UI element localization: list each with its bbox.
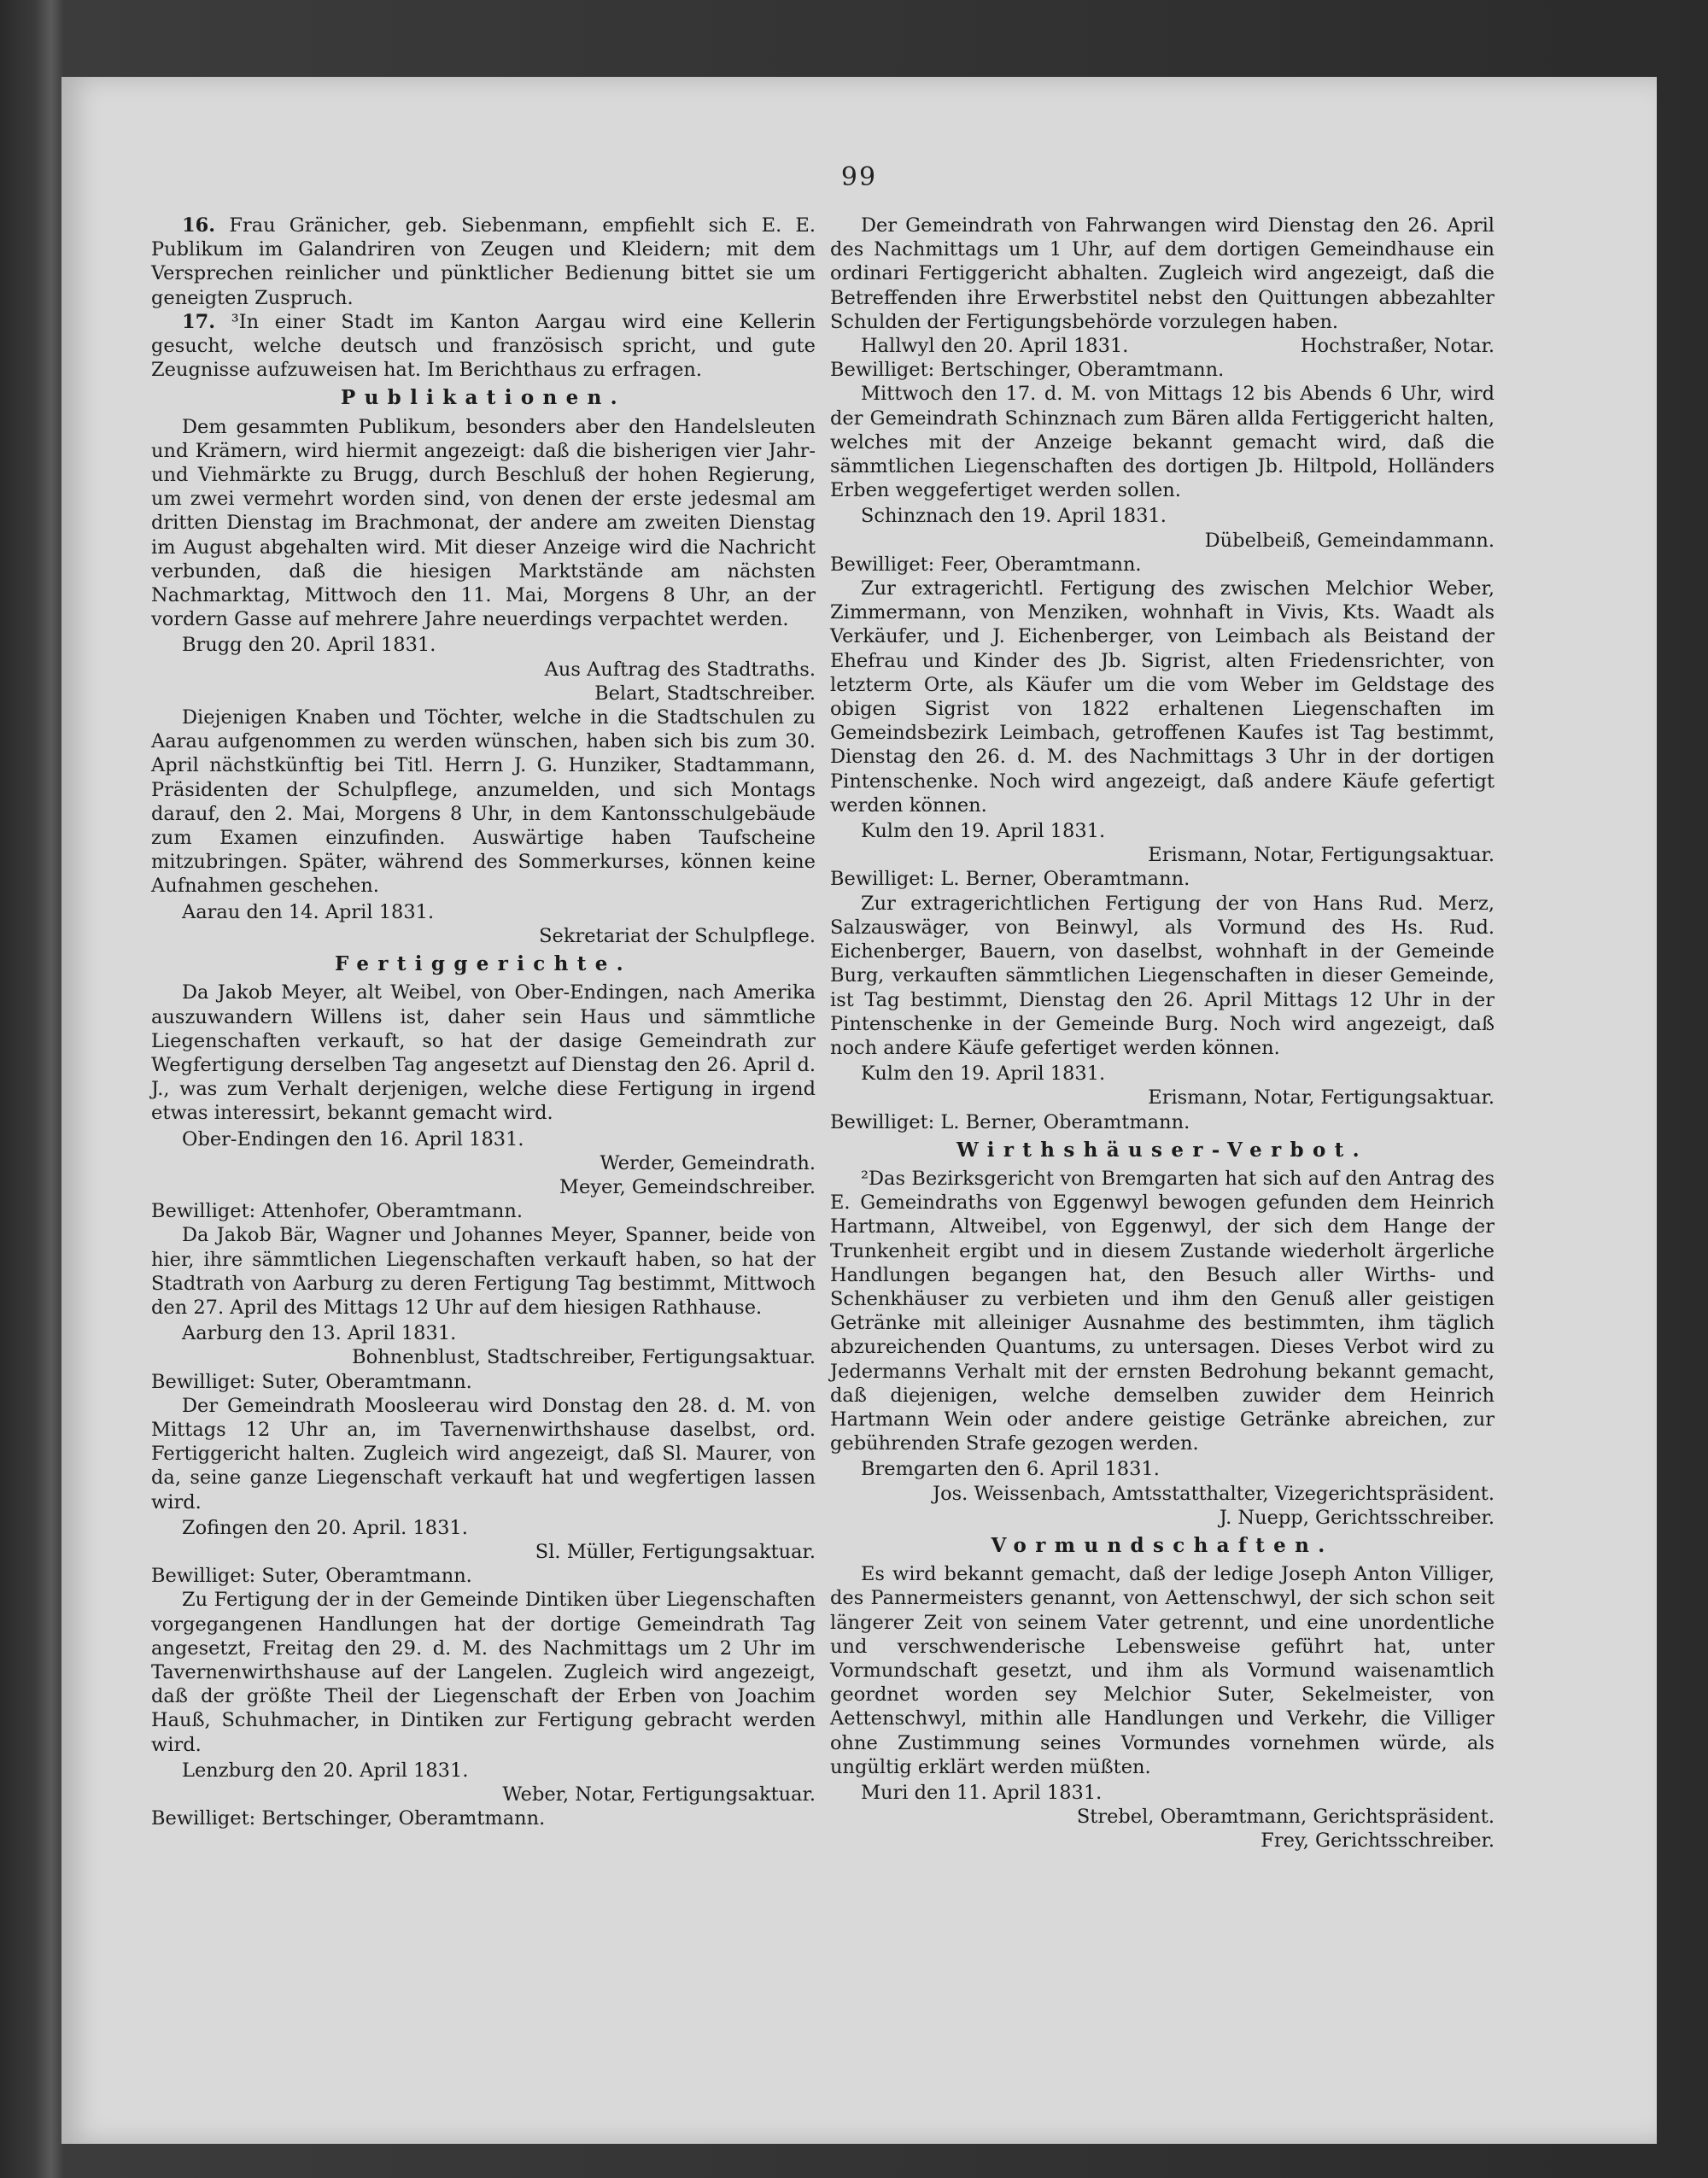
notice-text: Zur extragerichtlichen Fertigung der von Hans Rud. Merz, Salzauswäger, von Beinwyl, als Vormund des Hs. Rud. Eichenberger, Bauern, von daselbst, wohnhaft in der Gemeinde Burg, verkauften sämmtlichen Liegenschaften in dieser Gemeinde, ist Tag bestimmt, Dienstag den 26. April Mittags 12 Uhr in der Pintenschenke in der Gemeinde Burg. Noch wird angezeigt, daß noch andere Käufe gefertiget werden können.: [830, 892, 1494, 1059]
dateline: Hallwyl den 20. April 1831.: [861, 335, 1129, 358]
approval-line: Bewilliget: L. Berner, Oberamtmann.: [830, 868, 1190, 891]
notice-text: ²Das Bezirksgericht von Bremgarten hat sich auf den Antrag des E. Gemeindraths von Eggenwyl bewogen gefunden dem Heinrich Hartmann, Altweibel, von Eggenwyl, der sich dem Hange der Trunkenheit ergibt und in diesem Zustande wiederholt ärgerliche Handlungen begangen hat, den Besuch aller Wirths- und Schenkhäuser zu verbieten und ihm den Genuß aller geistigen Getränke mit alleiniger Ausnahme des bestimmten, ihm täglich abzureichenden Quantums, zu untersagen. Dieses Verbot wird zu Jedermanns Verhalt mit der ernsten Bedrohung bekannt gemacht, daß diejenigen, welche demselben zuwider dem Heinrich Hartmann Wein oder andere geistige Getränke abreichen, zur gebührenden Strafe gezogen werden.: [830, 1167, 1494, 1455]
notice-text: Diejenigen Knaben und Töchter, welche in die Stadtschulen zu Aarau aufgenommen zu werden wünschen, haben sich bis zum 30. April nächstkünftig bei Titl. Herrn J. G. Hunziker, Stadtammann, Präsidenten der Schulpflege, anzumelden, und sich Montags darauf, den 2. Mai, Morgens 8 Uhr, in dem Kantonsschulgebäude zum Examen einzufinden. Auswärtige haben Taufscheine mitzubringen. Später, während des Sommerkurses, können keine Aufnahmen geschehen.: [151, 706, 816, 898]
notice-text: Frau Gränicher, geb. Siebenmann, empfiehlt sich E. E. Publikum im Galandriren von Zeugen und Kleidern; mit dem Versprechen reinlicher und pünktlicher Bedienung bittet sie um geneigten Zuspruch.: [151, 214, 816, 309]
signature: Sekretariat der Schulpflege.: [539, 924, 816, 947]
notice-text: Zur extragerichtl. Fertigung des zwischen Melchior Weber, Zimmermann, von Menziken, wohnhaft in Vivis, Kts. Waadt als Verkäufer, und J. Eichenberger, von Leimbach als Beistand der Ehefrau und Kinder des Jb. Sigrist, alten Friedensrichter, von letzterm Orte, als Käufer um die vom Weber im Geldstage des obigen Sigrist von 1822 erhaltenen Liegenschaften im Gemeindsbezirk Leimbach, getroffenen Kaufes ist Tag bestimmt, Dienstag den 26. d. M. des Nachmittags 3 Uhr in der dortigen Pintenschenke. Noch wird angezeigt, daß andere Käufe gefertigt werden können.: [830, 577, 1494, 817]
dateline: Kulm den 19. April 1831.: [861, 820, 1106, 843]
newspaper-page: [61, 77, 1657, 2144]
page-number: 99: [840, 162, 878, 192]
left-column: [151, 214, 816, 1830]
approval-line: Bewilliget: Suter, Oberamtmann.: [151, 1565, 472, 1588]
dateline: Schinznach den 19. April 1831.: [861, 505, 1167, 528]
signature: Strebel, Oberamtmann, Gerichtspräsident.: [1076, 1806, 1494, 1829]
section-heading-fertiggerichte: Fertiggerichte.: [334, 952, 633, 976]
signature: Bohnenblust, Stadtschreiber, Fertigungsaktuar.: [352, 1346, 816, 1369]
signature: Weber, Notar, Fertigungsaktuar.: [502, 1783, 816, 1806]
right-column: [830, 214, 1494, 1853]
approval-line: Bewilliget: Bertschinger, Oberamtmann.: [151, 1807, 546, 1830]
signature: J. Nuepp, Gerichtsschreiber.: [1219, 1506, 1494, 1529]
notice-text: Zu Fertigung der in der Gemeinde Dintiken über Liegenschaften vorgegangenen Handlungen hat der dortige Gemeindrath Tag angesetzt, Freitag den 29. d. M. des Nachmittags um 2 Uhr im Tavernenwirthshause auf der Langelen. Zugleich wird angezeigt, daß der größte Theil der Liegenschaft der Erben von Joachim Hauß, Schuhmacher, in Dintiken zur Fertigung gebracht werden wird.: [151, 1589, 816, 1756]
dateline: Aarburg den 13. April 1831.: [182, 1322, 457, 1345]
section-heading-publikationen: Publikationen.: [340, 386, 627, 410]
notice-text: Da Jakob Meyer, alt Weibel, von Ober-Endingen, nach Amerika auszuwandern Willens ist, daher sein Haus und sämmtliche Liegenschaften verkauft, so hat der dasige Gemeindrath zur Wegfertigung derselben Tag angesetzt auf Dienstag den 26. April d. J., was zum Verhalt derjenigen, welche diese Fertigung in irgend etwas interessirt, bekannt gemacht wird.: [151, 981, 816, 1125]
dateline-row: [830, 334, 1494, 358]
dateline: Zofingen den 20. April. 1831.: [182, 1516, 468, 1539]
item-number: 16.: [182, 214, 216, 237]
section-heading-wirthshaeuser-verbot: Wirthshäuser-Verbot.: [956, 1138, 1369, 1162]
approval-line: Bewilliget: Bertschinger, Oberamtmann.: [830, 359, 1225, 382]
signature: Erismann, Notar, Fertigungsaktuar.: [1148, 1086, 1494, 1109]
signature: Hochstraßer, Notar.: [1300, 335, 1494, 358]
notice-16: [151, 214, 816, 310]
signature: Belart, Stadtschreiber.: [594, 682, 816, 705]
section-heading-vormundschaften: Vormundschaften.: [991, 1533, 1334, 1557]
dateline: Lenzburg den 20. April 1831.: [182, 1759, 469, 1782]
notice-17: [151, 310, 816, 383]
signature: Dübelbeiß, Gemeindammann.: [1204, 529, 1494, 552]
signature: Frey, Gerichtsschreiber.: [1261, 1830, 1494, 1853]
notice-text: Mittwoch den 17. d. M. von Mittags 12 bis Abends 6 Uhr, wird der Gemeindrath Schinznach zum Bären allda Fertiggericht halten, welches mit der Anzeige bekannt gemacht wird, daß die sämmtlichen Liegenschaften des dortigen Jb. Hiltpold, Holländers Erben weggefertiget werden sollen.: [830, 383, 1494, 502]
notice-text: Da Jakob Bär, Wagner und Johannes Meyer, Spanner, beide von hier, ihre sämmtlichen Liegenschaften verkauft haben, so hat der Stadtrath von Aarburg zu deren Fertigung Tag bestimmt, Mittwoch den 27. April des Mittags 12 Uhr auf dem hiesigen Rathhause.: [151, 1224, 816, 1319]
notice-text: Dem gesammten Publikum, besonders aber den Handelsleuten und Krämern, wird hiermit angezeigt: daß die bisherigen vier Jahr- und Viehmärkte zu Brugg, durch Beschluß der hohen Regierung, um zwei vermehrt worden sind, von denen der erste jedesmal am dritten Dienstag im Brachmonat, der andere am zweiten Dienstag im August abgehalten wird. Mit dieser Anzeige wird die Nachricht verbunden, daß die hiesigen Marktstände am nächsten Nachmarktag, Mittwoch den 11. Mai, Morgens 8 Uhr, an der vordern Gasse auf mehrere Jahre neuerdings verpachtet werden.: [151, 415, 816, 631]
signature: Jos. Weissenbach, Amtsstatthalter, Vizegerichtspräsident.: [933, 1482, 1494, 1505]
signature: Meyer, Gemeindschreiber.: [559, 1175, 816, 1198]
dateline: Muri den 11. April 1831.: [861, 1782, 1103, 1804]
dateline: Aarau den 14. April 1831.: [182, 900, 435, 923]
dateline: Brugg den 20. April 1831.: [182, 634, 436, 657]
notice-text: Es wird bekannt gemacht, daß der ledige Joseph Anton Villiger, des Pannermeisters genannt, von Aettenschwyl, der sich schon seit längerer Zeit von seinem Vater getrennt, und eine unordentliche und verschwenderische Lebensweise geführt hat, unter Vormundschaft gesetzt, und ihm als Vormund waisenamtlich geordnet worden sey Melchior Suter, Sekelmeister, von Aettenschwyl, mithin alle Handlungen und Verkehr, die Villiger ohne Zustimmung seines Vormundes vornehmen würde, als ungültig erklärt werden müßten.: [830, 1563, 1494, 1778]
approval-line: Bewilliget: Feer, Oberamtmann.: [830, 553, 1142, 576]
signature: Sl. Müller, Fertigungsaktuar.: [535, 1540, 816, 1563]
notice-text: ³In einer Stadt im Kanton Aargau wird eine Kellerin gesucht, welche deutsch und französisch spricht, und gute Zeugnisse aufzuweisen hat. Im Berichthaus zu erfragen.: [151, 310, 816, 382]
signature: Werder, Gemeindrath.: [600, 1151, 816, 1174]
signature: Erismann, Notar, Fertigungsaktuar.: [1148, 844, 1494, 867]
dateline: Ober-Endingen den 16. April 1831.: [182, 1127, 524, 1150]
dateline: Kulm den 19. April 1831.: [861, 1063, 1106, 1086]
notice-text: Der Gemeindrath Moosleerau wird Donstag den 28. d. M. von Mittags 12 Uhr an, im Tavernenwirthshause daselbst, ord. Fertiggericht halten. Zugleich wird angezeigt, daß Sl. Maurer, von da, seine ganze Liegenschaft verkauft hat und wegfertigen lassen wird.: [151, 1394, 816, 1513]
item-number: 17.: [182, 310, 216, 333]
dateline: Bremgarten den 6. April 1831.: [861, 1458, 1160, 1481]
notice-text: Der Gemeindrath von Fahrwangen wird Dienstag den 26. April des Nachmittags um 1 Uhr, auf dem dortigen Gemeindhause ein ordinari Fertiggericht abhalten. Zugleich wird angezeigt, daß die Betreffenden ihre Erwerbstitel nebst den Quittungen abbezahlter Schulden der Fertigungsbehörde vorzulegen haben.: [830, 214, 1494, 333]
signature: Aus Auftrag des Stadtraths.: [544, 658, 816, 681]
approval-line: Bewilliget: L. Berner, Oberamtmann.: [830, 1110, 1190, 1133]
approval-line: Bewilliget: Suter, Oberamtmann.: [151, 1370, 472, 1393]
approval-line: Bewilliget: Attenhofer, Oberamtmann.: [151, 1200, 523, 1223]
